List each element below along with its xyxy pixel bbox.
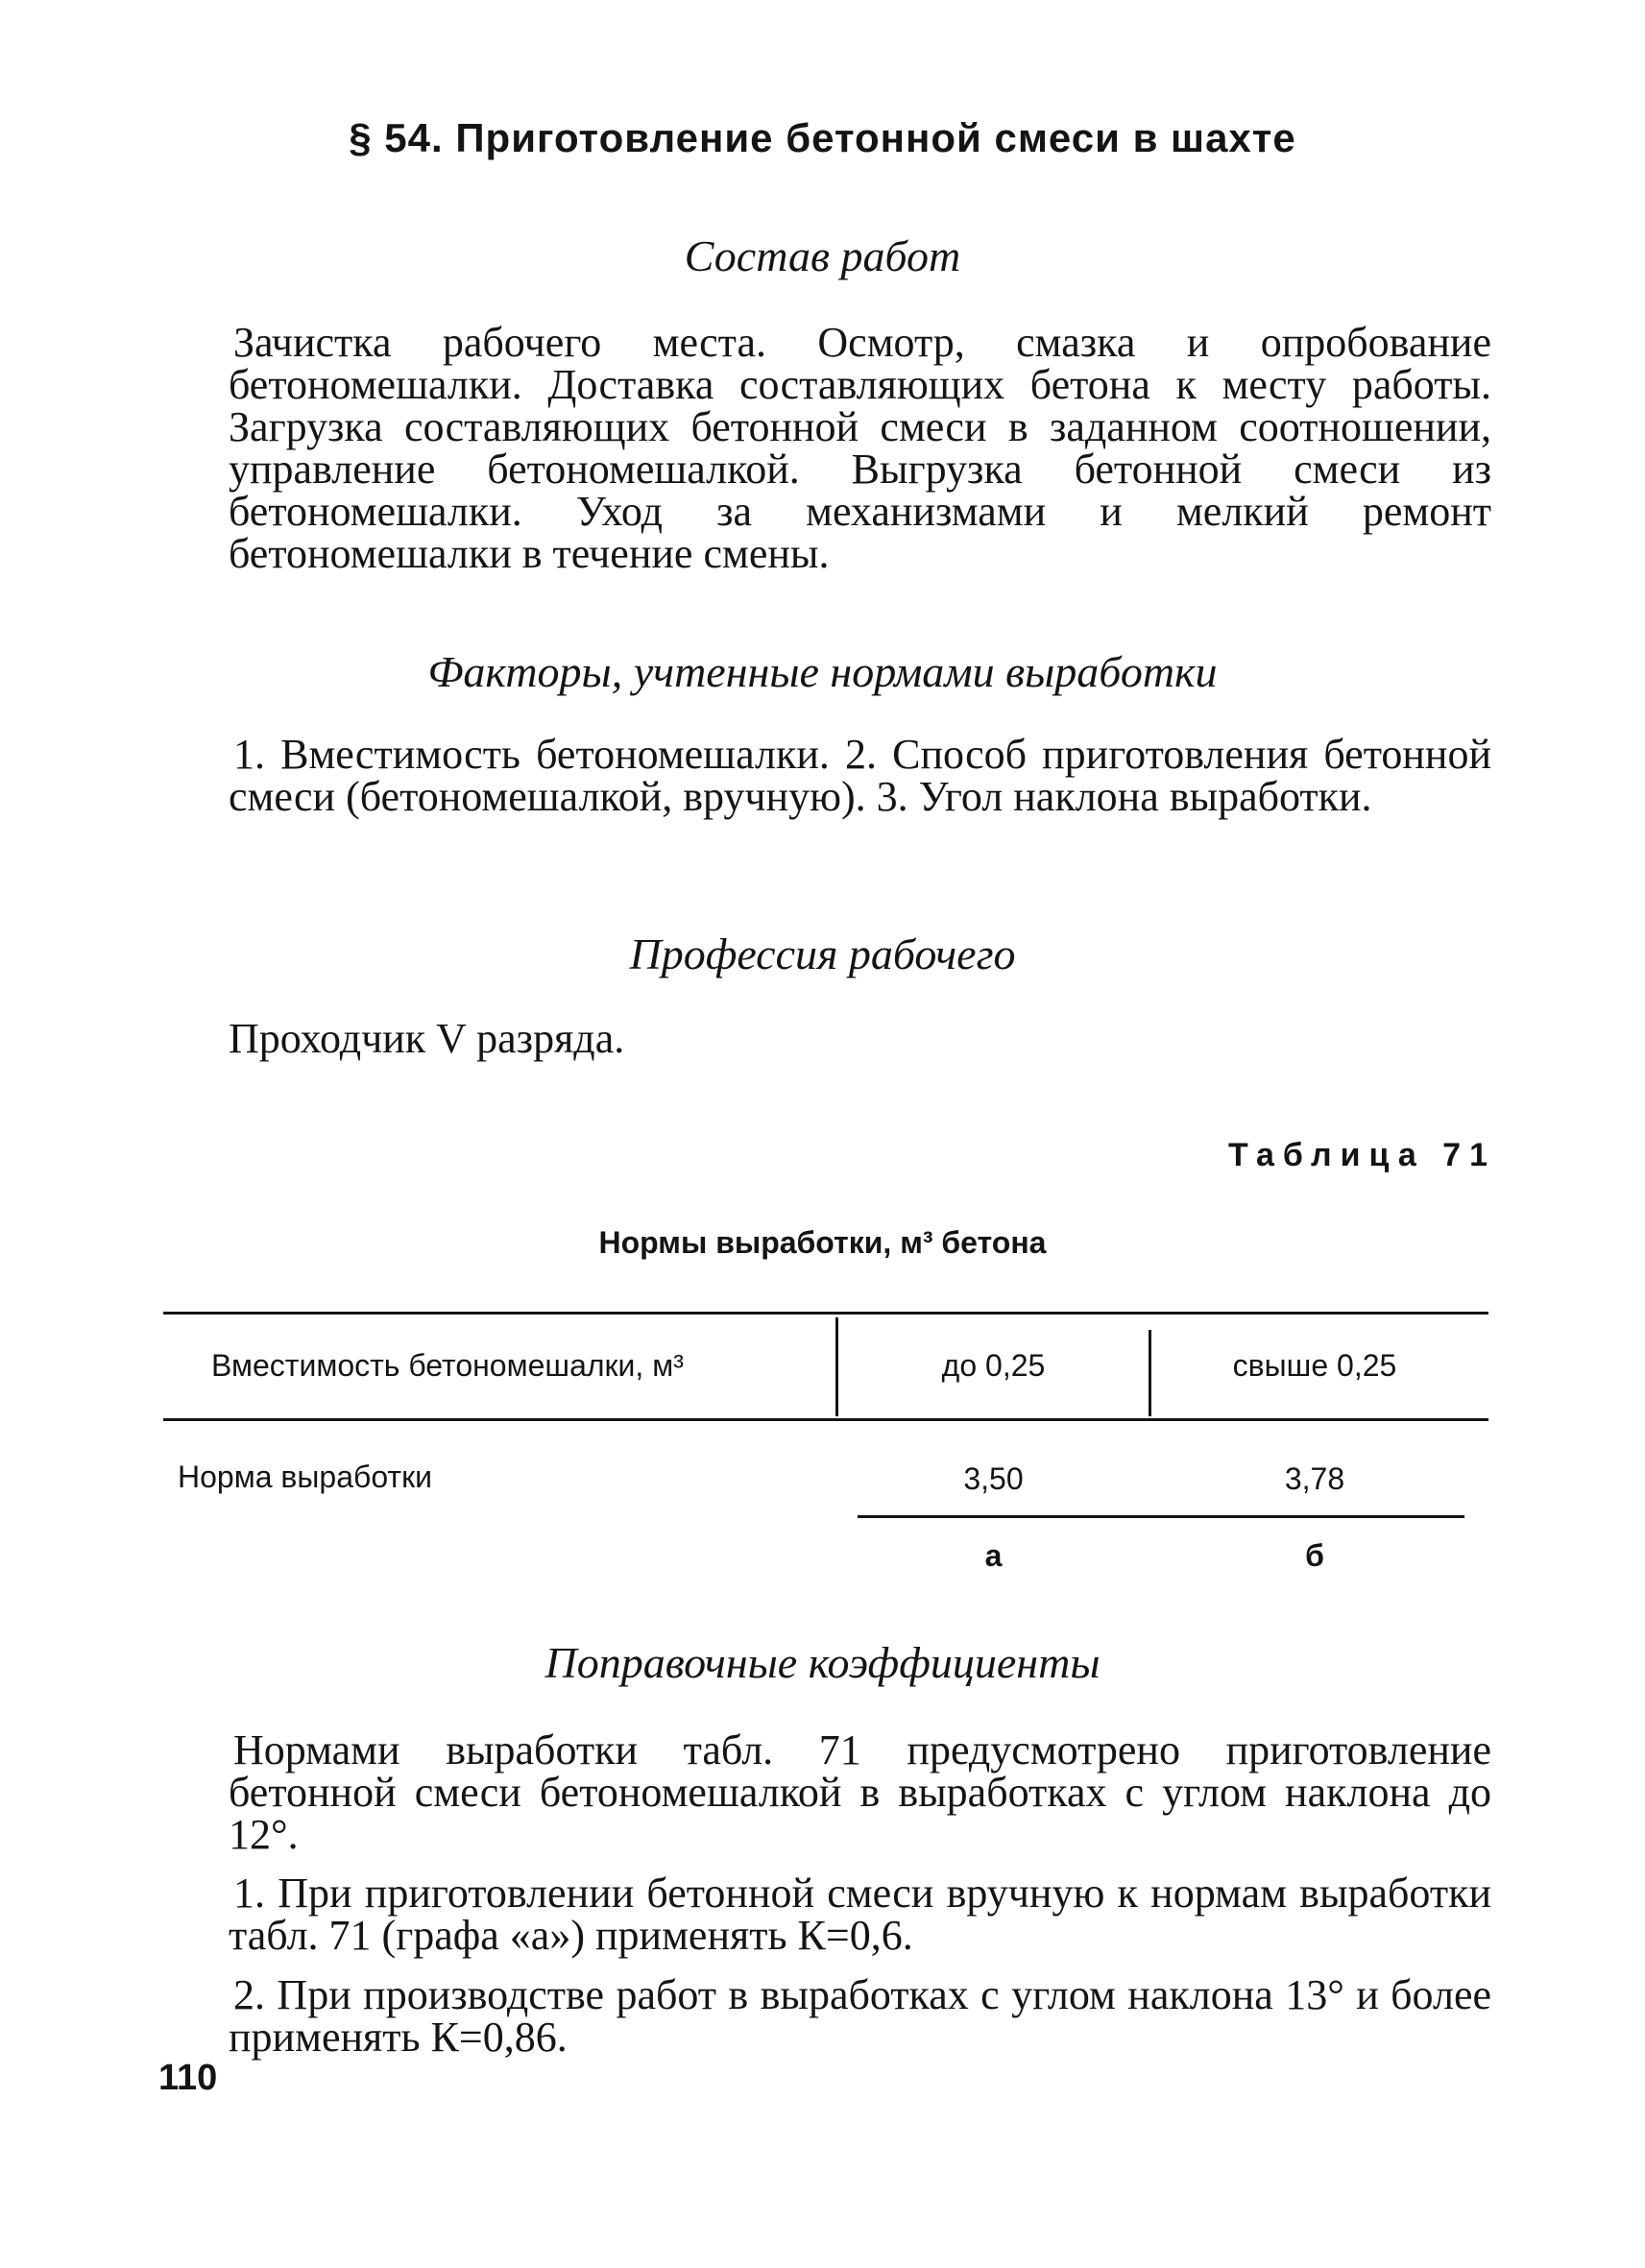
factors-title: Факторы, учтенные нормами выработки bbox=[427, 647, 1218, 696]
corrections-title: Поправочные коэффициенты bbox=[544, 1638, 1101, 1687]
section-heading: § 54. Приготовление бетонной смеси в шахте bbox=[349, 115, 1296, 160]
table-index-rule bbox=[858, 1515, 1464, 1518]
profession-title: Профессия рабочего bbox=[629, 929, 1016, 978]
table-index-a: а bbox=[984, 1538, 1003, 1573]
corrections-item-2: 2. При производстве работ в выработках с углом наклона 13° и более применять К=0,86. bbox=[229, 1971, 1491, 2061]
table-value-a: 3,50 bbox=[963, 1461, 1024, 1496]
table-header-rule bbox=[163, 1418, 1488, 1421]
corrections-intro: Нормами выработки табл. 71 предусмотрено приготовление бетонной смеси бетономешалкой в выработках с углом наклона до 12°. bbox=[229, 1726, 1491, 1858]
work-composition-title: Состав работ bbox=[684, 231, 961, 280]
table-header-col-b: свыше 0,25 bbox=[1232, 1348, 1397, 1383]
table-top-rule bbox=[163, 1312, 1488, 1315]
table-header-label: Вместимость бетономешалки, м³ bbox=[211, 1348, 684, 1383]
factors-text: 1. Вместимость бетономешалки. 2. Способ приготовления бетонной смеси (бетономешалкой, вручную). 3. Угол наклона выработки. bbox=[229, 731, 1491, 820]
table-caption: Таблица 71 bbox=[1228, 1137, 1496, 1173]
corrections-item-1: 1. При приготовлении бетонной смеси вручную к нормам выработки табл. 71 (графа «а») применять К=0,6. bbox=[229, 1870, 1491, 1959]
table-index-b: б bbox=[1305, 1538, 1324, 1573]
page-number: 110 bbox=[158, 2058, 218, 2098]
table-header-col-a: до 0,25 bbox=[941, 1348, 1046, 1383]
table-row-label: Норма выработки bbox=[178, 1460, 432, 1494]
table-value-b: 3,78 bbox=[1284, 1461, 1345, 1496]
profession-text: Проходчик V разряда. bbox=[229, 1015, 625, 1062]
work-composition-text: Зачистка рабочего места. Осмотр, смазка и опробование бетономешалки. Доставка составляющих бетона к месту работы. Загрузка составляющих бетонной смеси в заданном соотношении, управление бетономешалкой. Выгрузка бетонной смеси из бетономешалки. Уход за механизмами и мелкий ремонт бетономешалки в течение смены. bbox=[229, 319, 1491, 577]
table-title: Нормы выработки, м³ бетона bbox=[598, 1225, 1047, 1260]
